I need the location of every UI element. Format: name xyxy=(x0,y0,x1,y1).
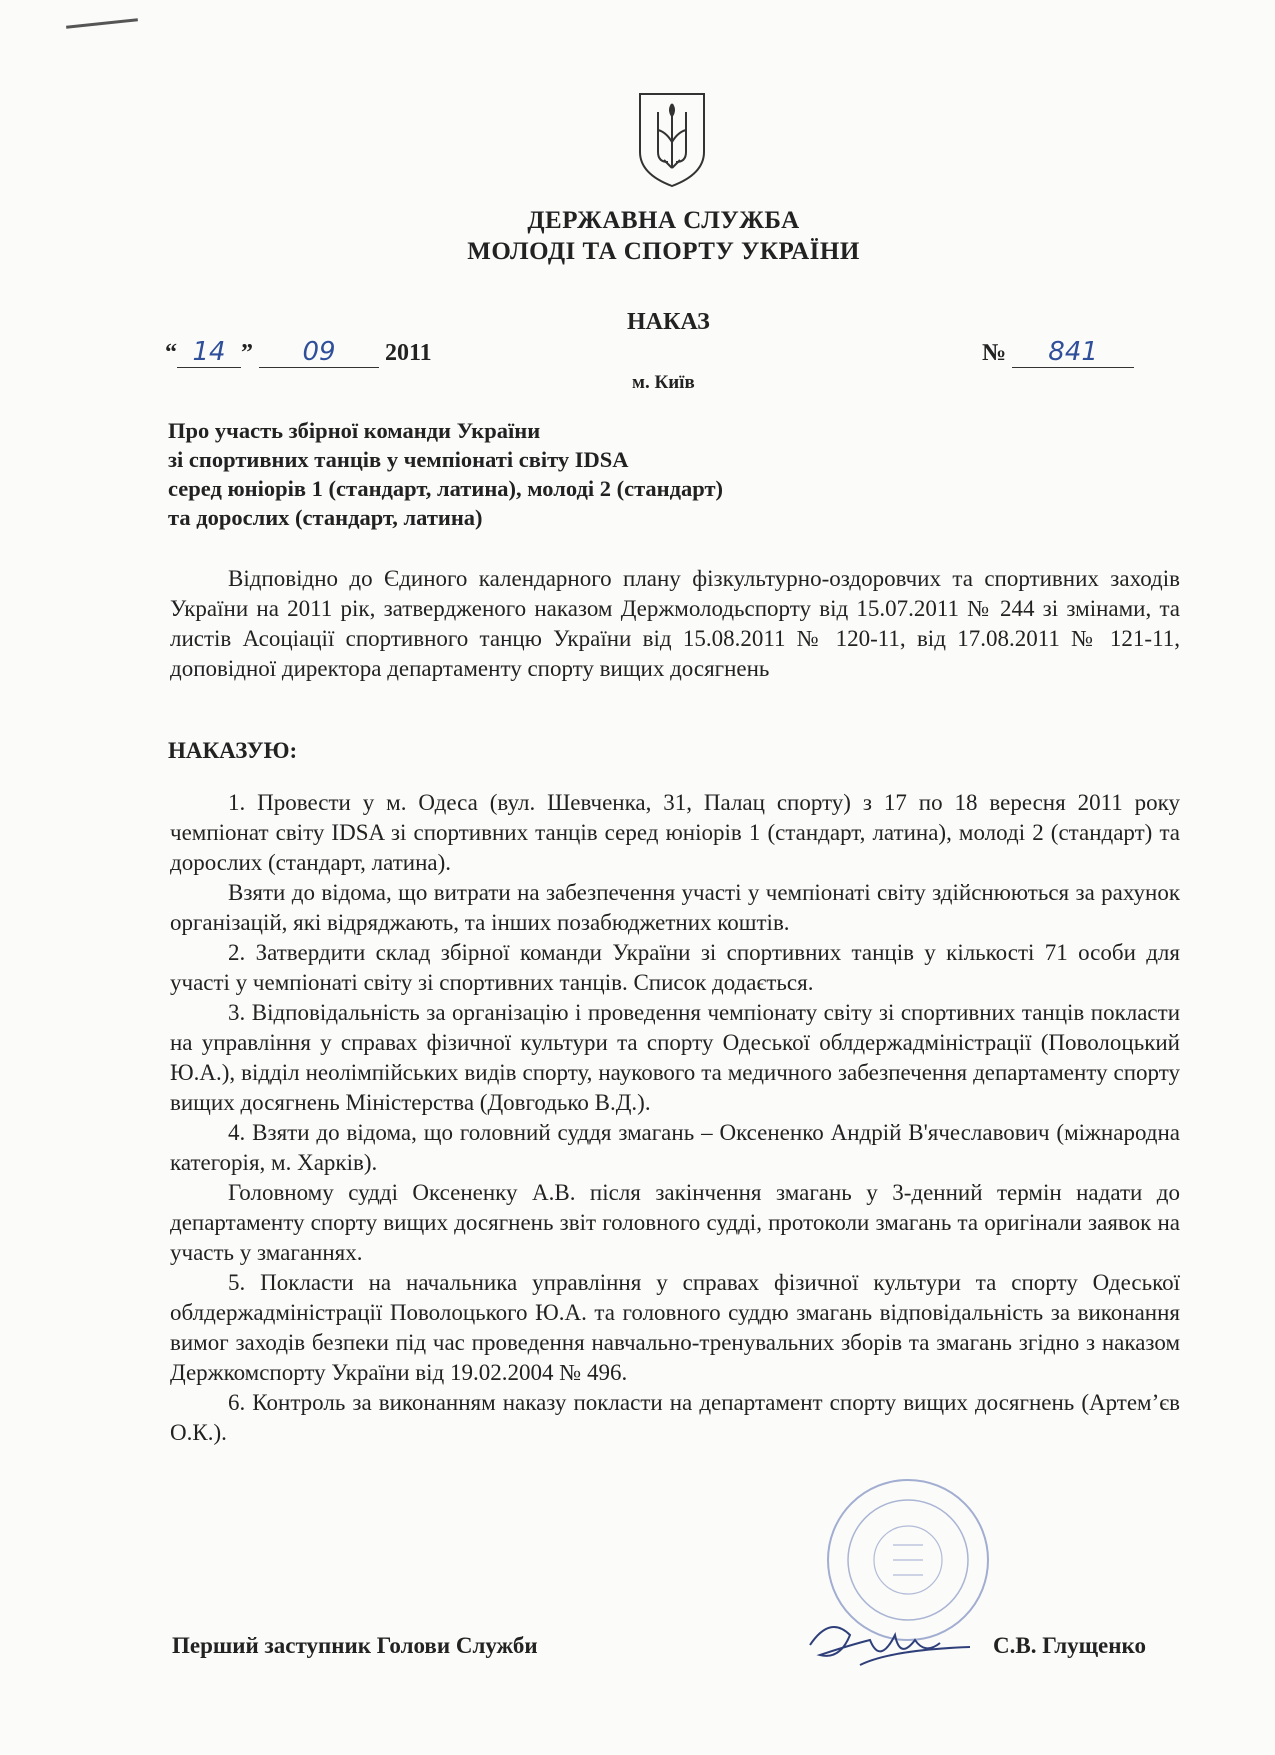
subject-line: та дорослих (стандарт, латина) xyxy=(168,505,483,530)
org-name-line1: ДЕРЖАВНА СЛУЖБА xyxy=(527,207,800,234)
order-body xyxy=(170,788,1180,1448)
order-paragraph: 3. Відповідальність за організацію і проведення чемпіонату світу зі спортивних танців покласти на управління у справах фізичної культури та спорту Одеської облдержадміністрації (Поволоцький Ю.А.), відділ неолімпійських видів спорту, наукового та медичного забезпечення департаменту спорту вищих досягнень Міністерства (Довгодько В.Д.). xyxy=(170,1000,1180,1115)
date-day: 14 xyxy=(192,337,226,367)
preamble-text: Відповідно до Єдиного календарного плану фізкультурно-оздоровчих та спортивних заходів України на 2011 рік, затвердженого наказом Держмолодьспорту від 15.07.2011 № 244 зі змінами, та листів Асоціації спортивного танцю України від 15.08.2011 № 120-11, від 17.08.2011 № 121-11, доповідної директора департаменту спорту вищих досягнень xyxy=(170,566,1180,681)
handwritten-signature xyxy=(800,1605,980,1680)
org-name-line2: МОЛОДІ ТА СПОРТУ УКРАЇНИ xyxy=(467,238,860,265)
order-subject xyxy=(168,416,723,532)
subject-line: Про участь збірної команди України xyxy=(168,418,541,443)
order-paragraph: Взяти до відома, що витрати на забезпечення участі у чемпіонаті світу здійснюються за рахунок організацій, які відряджають, та інших позабюджетних коштів. xyxy=(170,880,1180,935)
signatory-name: С.В. Глущенко xyxy=(993,1633,1146,1658)
document-type: НАКАЗ xyxy=(627,309,710,335)
signatory-title: Перший заступник Голови Служби xyxy=(172,1633,538,1658)
order-number xyxy=(982,337,1134,368)
order-paragraph: Головному судді Оксененку А.В. після закінчення змагань у 3-денний термін надати до департаменту спорту вищих досягнень звіт головного судді, протоколи змагань та оригінали заявок на участь у змаганнях. xyxy=(170,1180,1180,1265)
order-paragraph: 5. Покласти на начальника управління у справах фізичної культури та спорту Одеської облдержадміністрації Поволоцького Ю.А. та головного суддю змагань відповідальність за виконання вимог заходів безпеки під час проведення навчально-тренувальних зборів та змагань згідно з наказом Держкомспорту України від 19.02.2004 № 496. xyxy=(170,1270,1180,1385)
order-paragraph: 1. Провести у м. Одеса (вул. Шевченка, 31, Палац спорту) з 17 по 18 вересня 2011 року чемпіонат світу IDSA зі спортивних танців серед юніорів 1 (стандарт, латина), молоді 2 (стандарт) та дорослих (стандарт, латина). xyxy=(170,790,1180,875)
order-paragraph: 4. Взяти до відома, що головний суддя змагань – Оксененко Андрій В'ячеславович (міжнародна категорія, м. Харків). xyxy=(170,1120,1180,1175)
order-date: “ 14 ” 09 2011 xyxy=(165,337,432,367)
city: м. Київ xyxy=(632,372,695,393)
order-paragraph: 2. Затвердити склад збірної команди України зі спортивних танців у кількості 71 особи для участі у чемпіонаті світу зі спортивних танців. Список додається. xyxy=(170,940,1180,995)
number-label: № xyxy=(982,340,1007,366)
number-value: 841 xyxy=(1048,337,1098,367)
order-paragraph: 6. Контроль за виконанням наказу покласти на департамент спорту вищих досягнень (Артем’єв О.К.). xyxy=(170,1390,1180,1445)
coat-of-arms-icon xyxy=(636,90,708,188)
subject-line: серед юніорів 1 (стандарт, латина), молоді 2 (стандарт) xyxy=(168,476,724,501)
subject-line: зі спортивних танців у чемпіонаті світу IDSA xyxy=(168,447,629,472)
date-year: 2011 xyxy=(385,340,432,366)
scan-mark xyxy=(66,18,138,29)
order-word: НАКАЗУЮ: xyxy=(168,738,298,763)
date-month: 09 xyxy=(302,337,336,367)
preamble xyxy=(170,564,1180,684)
